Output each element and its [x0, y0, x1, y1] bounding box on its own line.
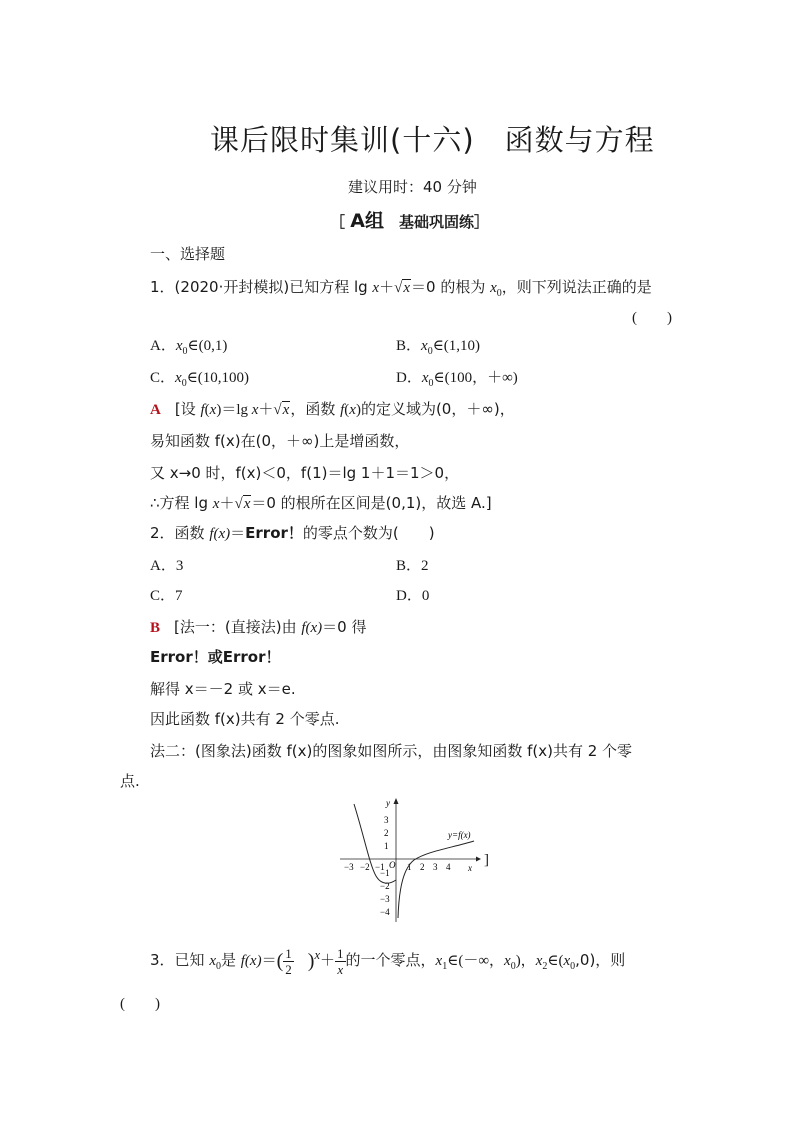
x-tick-label: −3 — [344, 862, 354, 872]
x-axis-label: x — [468, 863, 472, 873]
q2-answer-letter: B — [150, 620, 161, 636]
q2-solve-line: 解得 x＝－2 或 x＝e. — [150, 680, 296, 698]
y-tick-label: 2 — [384, 828, 389, 838]
suggested-time: 建议用时：40 分钟 — [348, 178, 477, 196]
q2-method-1: B [法一：(直接法)由 f(x)＝0 得 — [150, 618, 367, 636]
group-bracket-open: ［ — [330, 213, 351, 231]
q2-stem: 2．函数 f(x)＝Error！的零点个数为( ) — [150, 524, 435, 542]
q1-solution-line-3: 又 x→0 时，f(x)＜0，f(1)＝lg 1＋1＝1＞0， — [150, 464, 460, 482]
q1-solution-line-2: 易知函数 f(x)在(0，＋∞)上是增函数， — [150, 432, 410, 450]
q2-option-d: D．0 — [396, 588, 430, 604]
page-title: 课后限时集训(十六) 函数与方程 — [210, 123, 655, 157]
y-tick-label: −4 — [380, 907, 390, 917]
x-tick-label: −2 — [360, 862, 370, 872]
x-axis-arrow — [476, 857, 481, 862]
q1-option-b: B．$x_0\in(1,10)$ — [396, 338, 481, 357]
q1-stem: 1．(2020·开封模拟)已知方程 lg x＋√x＝0 的根为 $x_0$，则下列说法正确的是 — [150, 278, 652, 299]
q1-option-a: A．$x_0\in(0,1)$ — [150, 338, 228, 357]
y-tick-label: 1 — [384, 841, 389, 851]
function-graph — [336, 796, 496, 926]
one-over-x-fraction: $\frac{1}{x}$ — [337, 946, 344, 977]
section-heading: 一、选择题 — [150, 245, 226, 263]
q1-solution-line-1: A [设 f(x)＝lg x＋√x，函数 f(x)的定义域为(0，＋∞)， — [150, 400, 515, 418]
q2-count-line: 因此函数 f(x)共有 2 个零点. — [150, 710, 340, 728]
x-tick-label: 3 — [433, 862, 438, 872]
group-text: 基础巩固练 — [383, 213, 474, 231]
q1-solution-line-4: ∴方程 lg x＋√x＝0 的根所在区间是(0,1)，故选 A.] — [150, 494, 492, 512]
x-tick-label: −1 — [375, 862, 385, 872]
q3-answer-blank: ( ) — [120, 996, 160, 1012]
y-tick-label: −2 — [380, 881, 390, 891]
y-tick-label: 3 — [384, 815, 389, 825]
y-axis-label: y — [386, 798, 390, 808]
y-tick-label: −1 — [380, 868, 390, 878]
curve-label: y=f(x) — [448, 830, 471, 840]
x-tick-label: 2 — [420, 862, 425, 872]
origin-label: O — [389, 860, 396, 870]
y-axis-arrow — [394, 798, 399, 804]
q2-method-2-cont: 点. — [120, 772, 140, 790]
q2-solution-close: ] — [484, 852, 489, 868]
curve-right-branch — [398, 841, 474, 918]
group-letter: A组 — [350, 210, 384, 232]
group-heading — [330, 206, 489, 233]
q1-option-c: C．$x_0\in(10,100)$ — [150, 370, 250, 389]
y-tick-label: −3 — [380, 894, 390, 904]
q1-option-d: D．$x_0\in(100$，＋∞) — [396, 370, 518, 389]
one-half-fraction: $\frac{1}{2}$ — [285, 946, 292, 977]
q2-method-2: 法二：(图象法)函数 f(x)的图象如图所示，由图象知函数 f(x)共有 2 个零 — [150, 742, 633, 760]
q2-error-line: Error！或Error！ — [150, 648, 281, 666]
q3-stem: 3．已知 $x_0$是 f(x)＝( $\frac{1}{2}$ )$^x$＋ $\frac{1}{x}$的一个零点，$x_1\in(-\infty$，$x_0$)，$x_2\in(x_0,0)$，则 — [150, 946, 626, 977]
q2-option-b: B．2 — [396, 558, 429, 574]
x-tick-label: 1 — [407, 862, 412, 872]
q2-option-c: C．7 — [150, 588, 183, 604]
x-tick-label: 4 — [446, 862, 451, 872]
q2-option-a: A．3 — [150, 558, 184, 574]
group-bracket-close: ］ — [473, 213, 489, 231]
q1-answer-blank: ( ) — [632, 310, 672, 326]
q1-answer-letter: A — [150, 402, 161, 418]
